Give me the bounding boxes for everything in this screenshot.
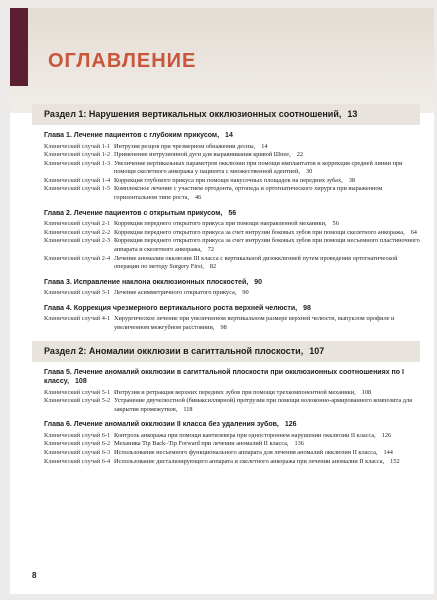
case-title: Использование дистализирующего аппарата и скелетного анкоража при лечении аномалии II класса, [114,457,385,465]
chapter-page: 14 [225,132,233,139]
table-of-contents [32,104,420,466]
case-page: 118 [183,405,193,413]
case-entry [114,397,420,414]
case-page: 30 [305,168,313,176]
case-row [44,397,420,414]
case-label: Клинический случай 6-3 [44,448,111,456]
case-page: 90 [242,289,249,297]
case-page: 108 [361,388,372,396]
case-entry [114,440,420,449]
case-row [44,432,420,441]
case-row [44,458,420,467]
chapter-page: 108 [75,378,87,385]
case-label: Клинический случай 1-3 [44,159,111,167]
case-entry [114,458,420,467]
case-page: 82 [209,263,217,271]
page-number: 8 [32,571,37,580]
case-page: 64 [410,228,417,236]
case-label: Клинический случай 2-4 [44,254,111,262]
part-page: 107 [309,345,325,356]
case-page: 38 [348,176,356,184]
chapter-title: Глава 4. Коррекция чрезмерного вертикального роста верхней челюсти, [44,304,298,312]
case-title: Применение интрузионной дуги для выравнивания кривой Шпее, [114,151,291,159]
part-page: 13 [347,109,358,119]
case-title: Интрузия и ретракция верхних передних зубов при помощи трехкомпонентной механики, [114,388,356,396]
chapter-heading [44,131,420,141]
case-entry [114,255,420,272]
case-title: Увеличение вертикальных параметров окклюзии при помощи имплантатов и коррекция средней линии при помощи скелетного анкоража у пациента с множественной адентией, [114,159,403,176]
case-row [44,177,420,186]
case-label: Клинический случай 5-2 [44,397,111,405]
case-label: Клинический случай 6-1 [44,431,111,439]
chapter-title: Глава 1. Лечение пациентов с глубоким прикусом, [44,132,220,139]
case-page: 22 [296,151,303,159]
chapter-heading [44,304,420,314]
case-entry [114,160,420,177]
case-title: Контроль анкоража при помощи кантилевера при одностороннем нарушении окклюзии II класса, [114,431,376,439]
case-label: Клинический случай 1-1 [44,142,111,150]
chapter-heading [44,209,420,219]
chapter-page: 126 [284,421,297,429]
case-page: 72 [207,245,215,253]
case-label: Клинический случай 1-5 [44,185,111,193]
case-page: 98 [220,323,227,331]
chapter-title: Глава 2. Лечение пациентов с открытым прикусом, [44,209,223,217]
part-title: Раздел 2: Аномалии окклюзии в сагиттальной плоскости, [44,345,304,356]
chapter-heading [44,278,420,288]
case-entry [114,229,420,238]
case-page: 14 [261,142,268,150]
case-label: Клинический случай 2-3 [44,237,111,245]
case-row [44,449,420,458]
section-spacer [32,333,420,341]
case-page: 144 [383,448,393,456]
case-title: Коррекция глубокого прикуса при помощи накусочных площадок на передних зубах, [114,176,343,184]
case-label: Клинический случай 2-2 [44,228,111,236]
case-entry [114,143,420,152]
chapter-title: Глава 6. Лечение аномалий окклюзии II класса без удаления зубов, [44,421,279,429]
chapter-title: Глава 3. Исправление наклона окклюзионных плоскостей, [44,278,249,286]
case-label: Клинический случай 6-4 [44,457,111,465]
case-label: Клинический случай 6-2 [44,440,111,448]
chapter-heading [44,368,420,387]
case-title: Коррекция переднего открытого прикуса при помощи направленной механики, [114,220,327,228]
case-row [44,237,420,254]
case-label: Клинический случай 1-4 [44,176,111,184]
case-row [44,151,420,160]
case-label: Клинический случай 1-2 [44,151,111,159]
case-page: 56 [332,220,339,228]
chapter-page: 98 [303,304,311,312]
case-row [44,229,420,238]
case-title: Коррекция переднего открытого прикуса за счет интрузии боковых зубов при помощи несъемного пластиночного аппарата и скелетного анкоража, [114,237,420,253]
case-title: Коррекция переднего открытого прикуса за счет интрузии боковых зубов при помощи скелетного анкоража, [114,228,405,236]
case-entry [114,315,420,332]
case-entry [114,185,420,202]
case-row [44,315,420,332]
case-page: 46 [195,194,202,202]
part-heading [32,104,420,125]
case-row [44,440,420,449]
case-title: Комплексное лечение с участием ортодонта, ортопеда и ортогнатического хирурга при выраженном горизонтальном типе роста, [114,185,383,202]
case-row [44,389,420,398]
case-entry [114,151,420,160]
case-page: 136 [294,440,304,448]
case-entry [114,177,420,186]
case-row [44,220,420,229]
part-title: Раздел 1: Нарушения вертикальных окклюзионных соотношений, [44,109,342,119]
corner-accent [10,8,28,86]
chapter-title: Глава 5. Лечение аномалий окклюзии в сагиттальной плоскости при окклюзионных соотношениях по I классу, [44,368,404,385]
case-entry [114,220,420,229]
page-title: ОГЛАВЛЕНИЕ [48,50,197,72]
case-label: Клинический случай 5-1 [44,388,111,396]
case-row [44,255,420,272]
chapter-heading [44,420,420,430]
case-row [44,289,420,298]
part-heading [32,341,420,362]
chapter-page: 56 [228,209,237,217]
book-page [10,8,434,594]
case-title: Интрузия резцов при чрезмерном обнажении десны, [114,142,256,150]
case-entry [114,432,420,441]
case-page: 152 [390,457,400,465]
case-entry [114,449,420,458]
case-title: Устранение двучелюстной (бимаксиллярной) протрузии при помощи волоконно-армированного композита для закрытия промежутков, [114,397,412,413]
case-label: Клинический случай 2-1 [44,220,111,228]
case-entry [114,289,420,298]
case-row [44,160,420,177]
case-entry [114,237,420,254]
case-title: Лечение асимметричного открытого прикуса, [114,289,237,297]
case-title: Использование несъемного функционального аппарата для лечения аномалий окклюзии II класса, [114,448,378,456]
case-row [44,143,420,152]
case-row [44,185,420,202]
case-title: Хирургическое лечение при увеличенном вертикальном размере верхней челюсти, выпуклом профиле и увеличенном межгубном расстоянии, [114,315,395,331]
case-title: Механика Tip Back–Tip Forward при лечении аномалий II класса, [114,440,289,448]
case-label: Клинический случай 3-1 [44,289,111,297]
case-page: 126 [381,431,392,439]
case-title: Лечение аномалии окклюзии III класса с вертикальной дизокклюзией путем проведения ортогнатической операции по методу Surgery First, [114,254,398,271]
case-label: Клинический случай 4-1 [44,315,111,323]
chapter-page: 90 [254,278,262,286]
case-entry [114,389,420,398]
